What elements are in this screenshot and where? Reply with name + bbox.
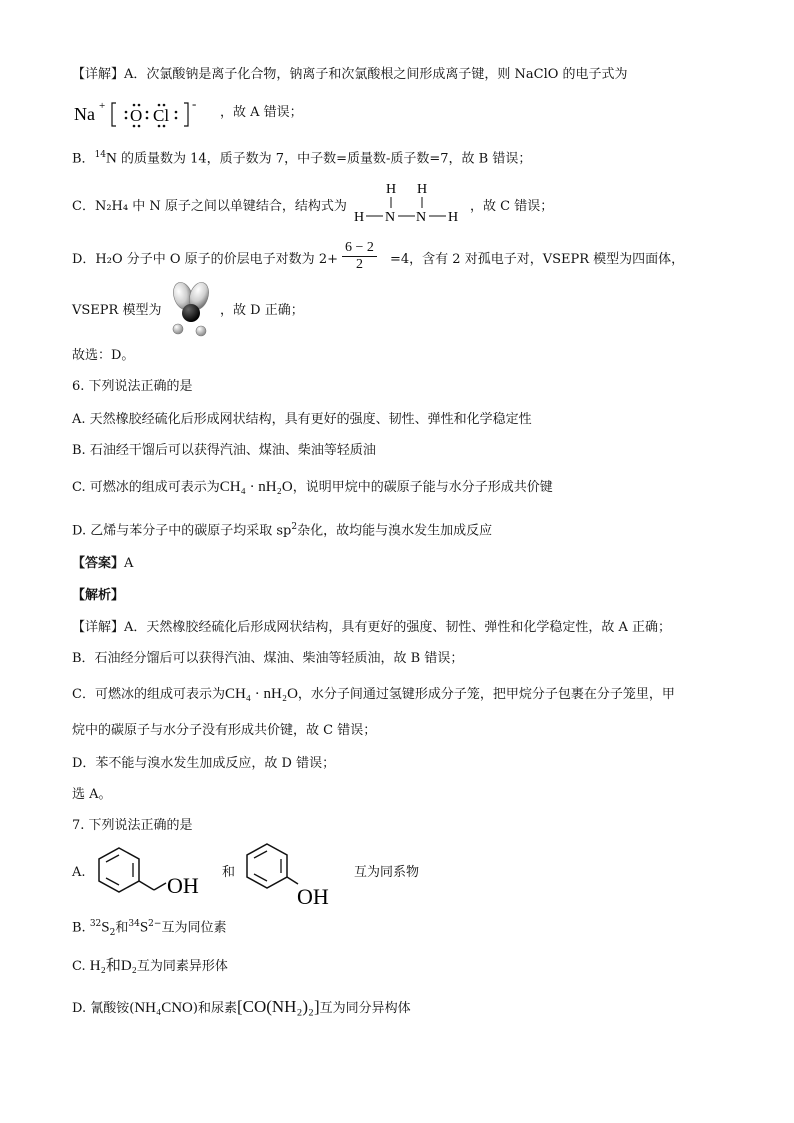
q6-answer <box>72 555 133 573</box>
q6-option-c: C. 可燃冰的组成可表示为CH₄ · nH₂O，说明甲烷中的碳原子能与水分子形成共价键 <box>72 479 553 495</box>
svg-text:N: N <box>416 210 427 225</box>
q6-option-a: A. 天然橡胶经硫化后形成网状结构，具有更好的强度、韧性、弹性和化学稳定性 <box>72 412 532 427</box>
q7-stem: 7. 下列说法正确的是 <box>72 818 193 833</box>
svg-text:H: H <box>354 210 365 225</box>
q6-explain-c: C．可燃冰的组成可表示为CH₄ · nH₂O，水分子间通过氢键形成分子笼，把甲烷分子包裹在分子笼里，甲 <box>72 686 675 702</box>
svg-text:OH: OH <box>297 884 329 908</box>
svg-text:H: H <box>386 182 397 197</box>
q6-option-d: D. 乙烯与苯分子中的碳原子均采取 $sp^2$杂化，故均能与溴水发生加成反应 <box>72 522 493 539</box>
q7-option-c: C. H₂和D₂互为同素异形体 <box>72 958 228 974</box>
n2h4-structural-formula <box>354 180 466 226</box>
vsepr-tetrahedral-model-image <box>168 282 218 338</box>
q6-stem: 6. 下列说法正确的是 <box>72 379 193 394</box>
benzyl-alcohol-structure <box>94 842 214 906</box>
q5-explain-b: B．$^{14}$N 的质量数为 14，质子数为 7，中子数=质量数-质子数=7，故 B 错误； <box>72 150 532 167</box>
q6-explain-c2: 烷中的碳原子与水分子没有形成共价键，故 C 错误； <box>72 723 377 738</box>
q6-explain-a: 【详解】A．天然橡胶经硫化后形成网状结构，具有更好的强度、韧性、弹性和化学稳定性，故 A 正确； <box>72 620 672 635</box>
q6-conclusion: 选 A。 <box>72 787 112 802</box>
q5-a-tail: ，故 A 错误； <box>220 105 303 120</box>
answer-tag: 【答案】 <box>72 556 125 571</box>
q5-c-tail: ，故 C 错误； <box>470 199 554 214</box>
methane-hydrate-formula: CH₄ · nH₂O <box>219 479 293 495</box>
n-element: N <box>106 150 117 167</box>
q5-conclusion: 故选：D。 <box>72 348 135 363</box>
svg-text:H: H <box>448 210 459 225</box>
left-bracket <box>112 103 116 126</box>
cl-symbol: Cl <box>153 106 170 125</box>
right-bracket <box>184 103 188 126</box>
naclo-electron-formula <box>72 96 220 130</box>
svg-text:N: N <box>385 210 396 225</box>
valence-fraction: $\frac{6 - 2}{2}$ <box>342 240 377 273</box>
q6-analysis-tag: 【解析】 <box>72 588 125 603</box>
clo-charge: - <box>192 96 197 111</box>
q7-option-d: D. 氰酸铵(NH₄CNO)和尿素[CO(NH₂)₂]互为同分异构体 <box>72 997 411 1016</box>
q6-option-b: B. 石油经干馏后可以获得汽油、煤油、柴油等轻质油 <box>72 443 376 458</box>
svg-text:H: H <box>417 182 428 197</box>
svg-text:OH: OH <box>167 873 199 898</box>
q7-option-b: B. $^{32}S_2$和$^{34}S^{2-}$互为同位素 <box>72 919 227 938</box>
q6-explain-b: B．石油经分馏后可以获得汽油、煤油、柴油等轻质油，故 B 错误； <box>72 651 464 666</box>
q5-explain-a: 【详解】A．次氯酸钠是离子化合物，钠离子和次氯酸根之间形成离子键，则 NaClO 的电子式为 <box>72 67 628 82</box>
phenol-structure <box>240 838 350 908</box>
o-symbol: O <box>130 106 143 125</box>
answer-value: A <box>124 556 134 571</box>
q6-explain-d: D．苯不能与溴水发生加成反应，故 D 错误； <box>72 756 336 771</box>
n-mass-number: 14 <box>94 150 107 160</box>
na-charge: + <box>99 100 106 112</box>
na-symbol: Na <box>74 104 95 124</box>
